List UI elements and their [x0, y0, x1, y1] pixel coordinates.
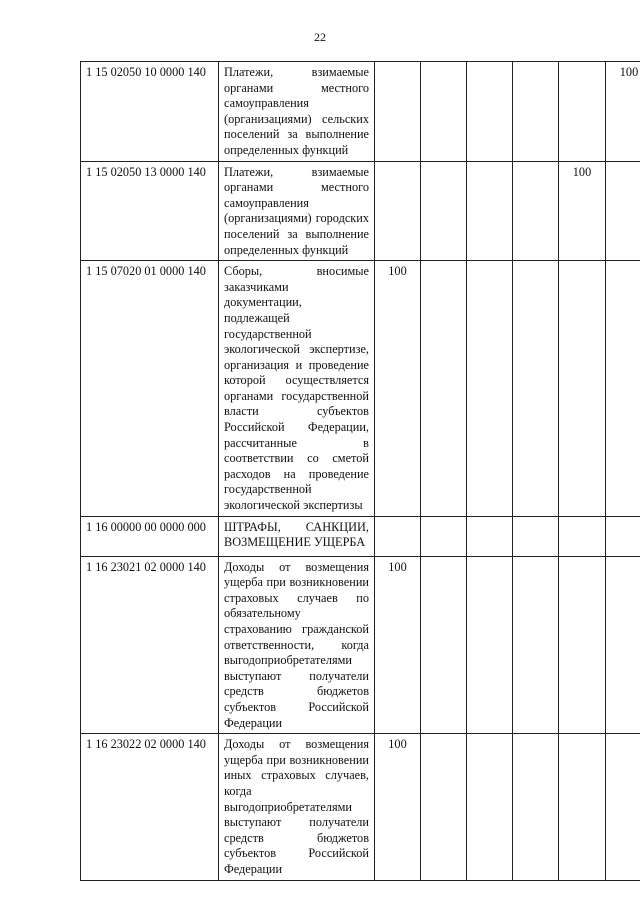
value-cell: [606, 261, 640, 517]
value-cell: [375, 516, 421, 556]
value-cell: [375, 161, 421, 261]
value-cell: [513, 734, 559, 880]
value-cell: [421, 161, 467, 261]
value-cell: [467, 62, 513, 162]
row-name: ШТРАФЫ, САНКЦИИ, ВОЗМЕЩЕНИЕ УЩЕРБА: [219, 516, 375, 556]
row-code: 1 15 02050 13 0000 140: [81, 161, 219, 261]
table-row: [81, 734, 640, 880]
row-code: 1 15 07020 01 0000 140: [81, 261, 219, 517]
value-cell: [421, 516, 467, 556]
row-code: 1 16 00000 00 0000 000: [81, 516, 219, 556]
value-cell: [513, 62, 559, 162]
budget-classification-table: [80, 61, 640, 881]
value-cell: 100: [375, 734, 421, 880]
value-cell: [421, 734, 467, 880]
value-cell: [467, 261, 513, 517]
row-code: 1 15 02050 10 0000 140: [81, 62, 219, 162]
value-cell: [513, 556, 559, 734]
value-cell: [421, 261, 467, 517]
value-cell: [467, 161, 513, 261]
value-cell: [559, 62, 606, 162]
value-cell: 100: [559, 161, 606, 261]
table-row: [81, 556, 640, 734]
value-cell: [559, 261, 606, 517]
page-number: 22: [314, 30, 326, 44]
value-cell: 100: [375, 556, 421, 734]
table-row: [81, 516, 640, 556]
value-cell: [606, 161, 640, 261]
value-cell: [467, 516, 513, 556]
value-cell: [606, 556, 640, 734]
value-cell: [421, 62, 467, 162]
value-cell: 100: [375, 261, 421, 517]
value-cell: [467, 734, 513, 880]
value-cell: [559, 516, 606, 556]
table-row: [81, 261, 640, 517]
value-cell: [606, 516, 640, 556]
value-cell: [513, 516, 559, 556]
value-cell: [559, 556, 606, 734]
table-row: [81, 62, 640, 162]
row-name: Платежи, взимаемые органами местного самоуправления (организациями) сельских поселений за выполнение определенных функций: [219, 62, 375, 162]
row-name: Сборы, вносимые заказчиками документации, подлежащей государственной экологической экспертизе, организация и проведение которой осуществляется органами государственной власти субъектов Российской Федерации, рассчитанные в соответствии со сметой расходов на проведение государственной экологической экспертизы: [219, 261, 375, 517]
value-cell: [375, 62, 421, 162]
value-cell: [559, 734, 606, 880]
table-row: [81, 161, 640, 261]
row-code: 1 16 23022 02 0000 140: [81, 734, 219, 880]
value-cell: [513, 261, 559, 517]
row-name: Платежи, взимаемые органами местного самоуправления (организациями) городских поселений за выполнение определенных функций: [219, 161, 375, 261]
row-name: Доходы от возмещения ущерба при возникновении страховых случаев по обязательному страхованию гражданской ответственности, когда выгодоприобретателями выступают получатели средств бюджетов субъектов Российской Федерации: [219, 556, 375, 734]
value-cell: [467, 556, 513, 734]
row-code: 1 16 23021 02 0000 140: [81, 556, 219, 734]
value-cell: [513, 161, 559, 261]
row-name: Доходы от возмещения ущерба при возникновении иных страховых случаев, когда выгодоприобретателями выступают получатели средств бюджетов субъектов Российской Федерации: [219, 734, 375, 880]
value-cell: [421, 556, 467, 734]
value-cell: 100: [606, 62, 640, 162]
value-cell: [606, 734, 640, 880]
